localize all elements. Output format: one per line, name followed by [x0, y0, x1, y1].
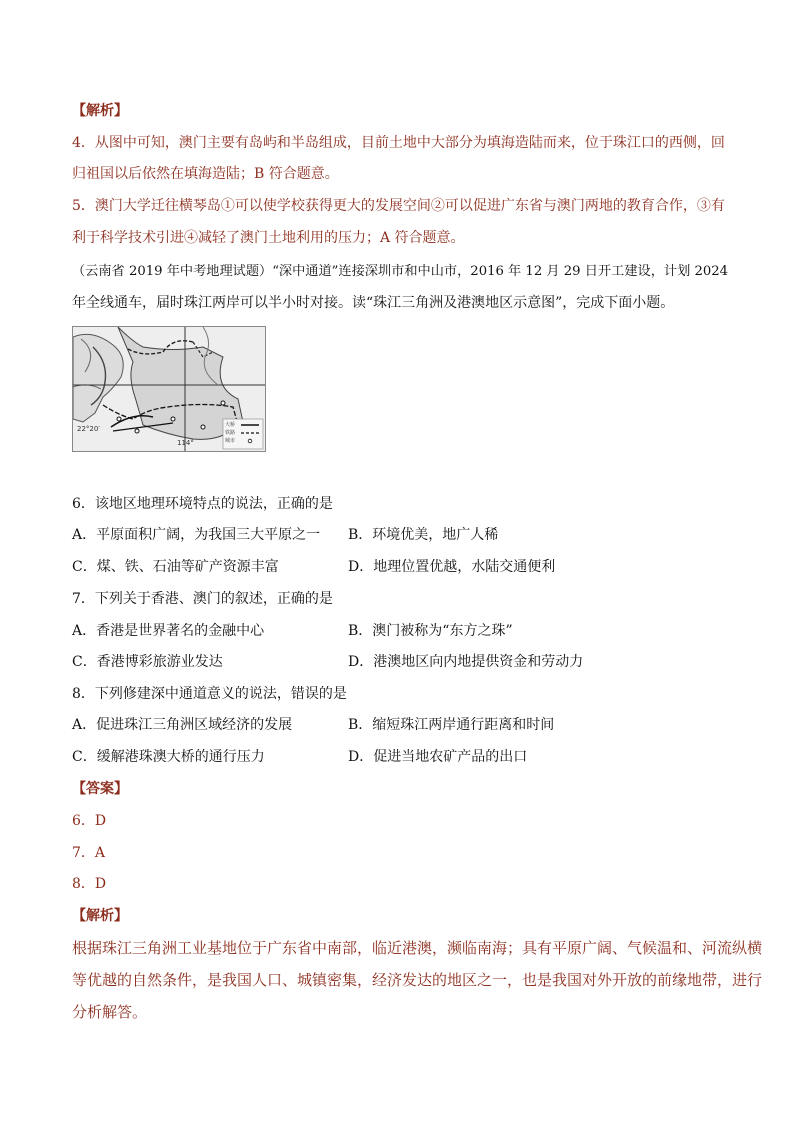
legend-railway: 铁路 — [225, 430, 236, 436]
question-8-options-row2 — [72, 747, 528, 767]
option-6b: B．环境优美，地广人稀 — [348, 527, 499, 543]
analysis-q4-line2: 归祖国以后依然在填海造陆；B 符合题意。 — [72, 166, 339, 182]
option-6a: A．平原面积广阔，为我国三大平原之一 — [72, 527, 321, 543]
pearl-river-delta-map — [72, 326, 266, 452]
option-7b: B．澳门被称为“东方之珠” — [348, 623, 513, 639]
question-6-options-row2 — [72, 557, 556, 577]
option-8d: D．促进当地农矿产品的出口 — [348, 749, 528, 765]
question-8-stem: 8．下列修建深中通道意义的说法，错误的是 — [72, 686, 347, 702]
question-6-options-row1 — [72, 525, 499, 545]
option-6c: C．煤、铁、石油等矿产资源丰富 — [72, 559, 279, 575]
question-8-options-row1 — [72, 715, 555, 735]
question-6-stem: 6．该地区地理环境特点的说法，正确的是 — [72, 496, 333, 512]
option-7a: A．香港是世界著名的金融中心 — [72, 623, 265, 639]
analysis2-line2: 等优越的自然条件，是我国人口、城镇密集，经济发达的地区之一，也是我国对外开放的前缘地带，进行 — [72, 971, 763, 989]
option-8a: A．促进珠江三角洲区域经济的发展 — [72, 717, 293, 733]
question-7-options-row1 — [72, 621, 513, 641]
answer-heading: 【答案】 — [72, 781, 128, 797]
answer-7: 7．A — [72, 845, 106, 861]
analysis-heading: 【解析】 — [72, 103, 128, 119]
legend-bridge: 大桥 — [225, 422, 236, 428]
legend-city: 城市 — [225, 438, 236, 444]
analysis2-heading: 【解析】 — [72, 908, 128, 924]
intro-line2: 年全线通车，届时珠江两岸可以半小时对接。读“珠江三角洲及港澳地区示意图”，完成下面小题。 — [72, 295, 675, 311]
option-6d: D．地理位置优越，水陆交通便利 — [348, 559, 556, 575]
option-7d: D．港澳地区向内地提供资金和劳动力 — [348, 654, 584, 670]
map-graphic — [73, 327, 265, 451]
analysis2-line3: 分析解答。 — [72, 1003, 148, 1021]
intro-line1: （云南省 2019 年中考地理试题）“深中通道”连接深圳市和中山市，2016 年 12 月 29 日开工建设，计划 2024 — [72, 264, 729, 279]
longitude-label: 114° — [177, 439, 194, 447]
analysis-q5-line2: 利于科学技术引进④减轻了澳门土地利用的压力；A 符合题意。 — [72, 230, 465, 246]
analysis-q5-line1: 5．澳门大学迁往横琴岛①可以使学校获得更大的发展空间②可以促进广东省与澳门两地的教育合作，③有 — [72, 198, 725, 214]
answer-6: 6．D — [72, 813, 107, 829]
question-7-stem: 7．下列关于香港、澳门的叙述，正确的是 — [72, 591, 333, 607]
answer-8: 8．D — [72, 876, 107, 892]
latitude-label: 22°20′ — [77, 425, 100, 433]
question-7-options-row2 — [72, 652, 584, 672]
option-8b: B．缩短珠江两岸通行距离和时间 — [348, 717, 555, 733]
analysis-q4-line1: 4．从图中可知，澳门主要有岛屿和半岛组成，目前土地中大部分为填海造陆而来，位于珠江口的西侧，回 — [72, 135, 725, 151]
analysis2-line1: 根据珠江三角洲工业基地位于广东省中南部，临近港澳，濒临南海；具有平原广阔、气候温和、河流纵横 — [72, 939, 763, 957]
option-8c: C．缓解港珠澳大桥的通行压力 — [72, 749, 265, 765]
map-legend — [225, 421, 235, 445]
option-7c: C．香港博彩旅游业发达 — [72, 654, 223, 670]
